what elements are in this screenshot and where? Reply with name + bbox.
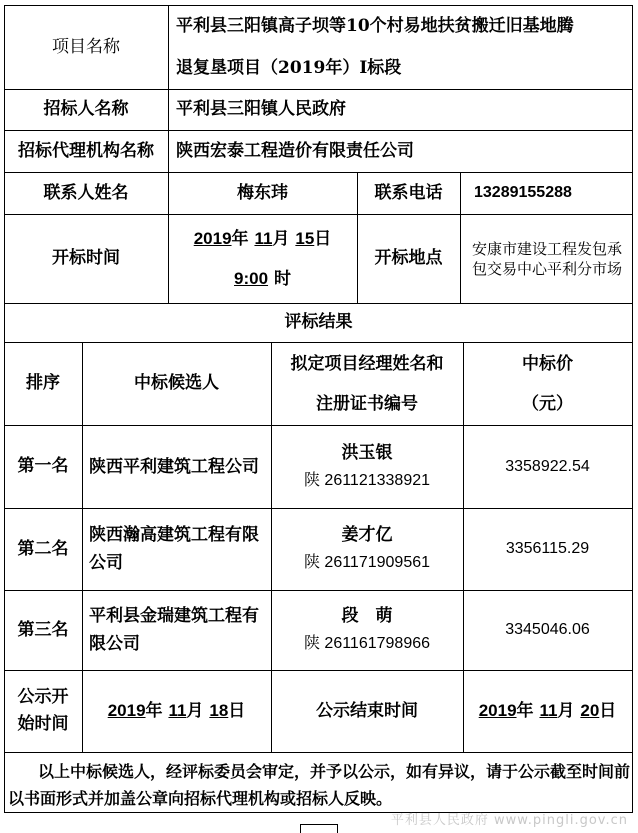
header-manager-line2: 注册证书编号 xyxy=(316,393,418,414)
tenderer-label: 招标人名称 xyxy=(43,99,129,120)
header-rank: 排序 xyxy=(26,373,60,394)
watermark: 平利县人民政府 www.pingli.gov.cn xyxy=(390,813,628,828)
row3-rank: 第三名 xyxy=(17,619,69,640)
row2-manager-name: 姜才亿 xyxy=(341,525,393,545)
opening-day: 15 xyxy=(295,228,315,248)
header-price-line2: （元） xyxy=(522,393,573,414)
bid-result-table xyxy=(4,5,633,813)
opening-year: 2019 xyxy=(193,228,232,248)
project-name-label: 项目名称 xyxy=(52,36,120,57)
header-candidate: 中标候选人 xyxy=(134,373,219,394)
publicity-start-label: 公示开始时间 xyxy=(17,687,69,734)
opening-hour: 9:00 xyxy=(234,268,269,288)
unit-year: 年 xyxy=(231,228,249,249)
objection-notice: 以上中标候选人，经评标委员会审定，并予以公示，如有异议，请于公示截至时间前以书面形式并加盖公章向招标代理机构或招标人反映。 xyxy=(8,762,631,808)
opening-month: 11 xyxy=(254,228,273,248)
unit-day: 日 xyxy=(314,228,332,249)
header-price xyxy=(463,342,632,425)
header-manager-line1: 拟定项目经理姓名和 xyxy=(290,353,444,374)
results-section-title: 评标结果 xyxy=(284,312,353,333)
row1-price: 3358922.54 xyxy=(505,457,590,475)
project-name-line2: 退复垦项目（2019年）Ⅰ标段 xyxy=(176,58,402,78)
project-name-value xyxy=(176,5,628,89)
row3-manager xyxy=(271,590,463,670)
opening-time-value xyxy=(168,214,357,303)
row1-manager-name: 洪玉银 xyxy=(341,442,393,463)
header-price-line1: 中标价 xyxy=(522,353,573,374)
publicity-end-year: 2019 xyxy=(478,700,517,720)
row1-cert: 陕 261121338921 xyxy=(303,471,431,489)
contact-phone-label: 联系电话 xyxy=(374,182,443,203)
row3-cert: 陕 261161798966 xyxy=(303,635,431,652)
header-manager xyxy=(271,342,463,425)
agency-value: 陕西宏泰工程造价有限责任公司 xyxy=(176,140,414,161)
publicity-end-label: 公示结束时间 xyxy=(316,700,418,721)
row1-company: 陕西平利建筑工程公司 xyxy=(89,456,259,477)
unit-month: 月 xyxy=(557,700,575,721)
publicity-start-month: 11 xyxy=(168,700,187,720)
publicity-end-month: 11 xyxy=(539,700,558,720)
row3-price: 3345046.06 xyxy=(505,621,590,639)
unit-month: 月 xyxy=(272,228,290,249)
row3-company: 平利县金瑞建筑工程有限公司 xyxy=(89,606,259,654)
row2-rank: 第二名 xyxy=(17,538,69,559)
opening-place-label: 开标地点 xyxy=(374,248,443,269)
contact-name-value: 梅东玮 xyxy=(237,182,288,203)
publicity-start-value xyxy=(82,670,271,752)
rule xyxy=(4,752,633,753)
rule xyxy=(460,172,461,303)
opening-place-value: 安康市建设工程发包承包交易中心平利分市场 xyxy=(471,239,622,278)
row2-price: 3356115.29 xyxy=(505,540,590,558)
publicity-start-year: 2019 xyxy=(107,700,146,720)
unit-year: 年 xyxy=(145,700,163,721)
tenderer-value: 平利县三阳镇人民政府 xyxy=(176,99,346,120)
row1-manager xyxy=(271,425,463,508)
row2-company: 陕西瀚高建筑工程有限公司 xyxy=(89,525,259,573)
unit-day: 日 xyxy=(228,700,246,721)
rule xyxy=(632,5,633,813)
project-name-line1: 平利县三阳镇高子坝等10个村易地扶贫搬迁旧基地腾 xyxy=(176,16,574,36)
agency-label: 招标代理机构名称 xyxy=(18,140,154,161)
row2-manager xyxy=(271,508,463,590)
publicity-end-day: 20 xyxy=(580,700,600,720)
publicity-start-day: 18 xyxy=(209,700,229,720)
contact-name-label: 联系人姓名 xyxy=(43,182,129,203)
row3-manager-name: 段 萌 xyxy=(341,606,393,626)
contact-phone-value: 13289155288 xyxy=(474,184,572,202)
unit-day: 日 xyxy=(599,700,617,721)
unit-month: 月 xyxy=(186,700,204,721)
opening-time-label: 开标时间 xyxy=(52,248,120,269)
row2-cert: 陕 261171909561 xyxy=(303,554,431,571)
row1-rank: 第一名 xyxy=(17,456,69,477)
publicity-end-value xyxy=(463,670,632,752)
unit-hour: 时 xyxy=(273,268,291,289)
unit-year: 年 xyxy=(516,700,534,721)
